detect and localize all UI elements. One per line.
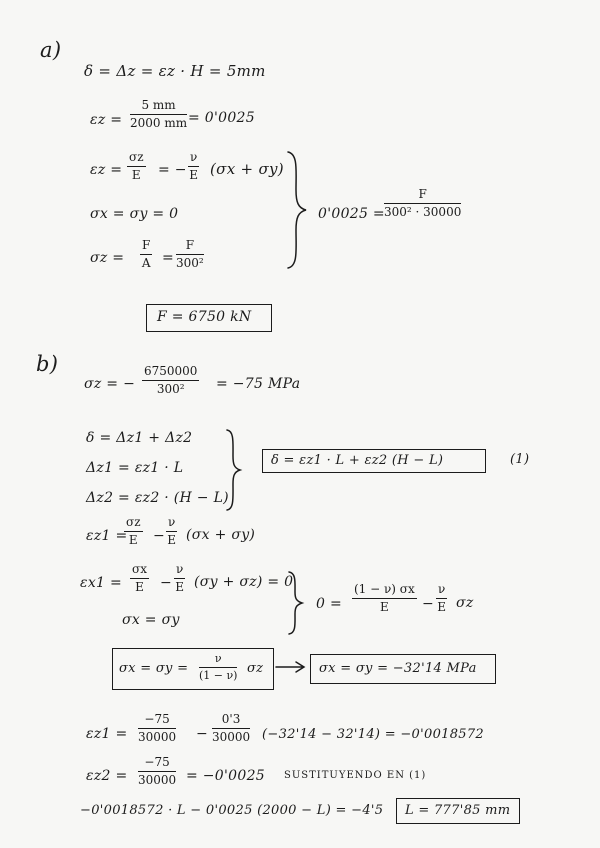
box-sx-lhs: σx = σy = — [119, 661, 189, 676]
zero-f2 — [436, 582, 447, 614]
ez2-lhs: εz2 = — [86, 768, 128, 784]
answer-force: F = 6750 kN — [157, 309, 252, 325]
dz2-line: Δz2 = εz2 · (H − L) — [86, 490, 229, 506]
ez1-f2-num: ν — [166, 515, 177, 532]
final-equation: −0'0018572 · L − 0'0025 (2000 − L) = −4'5 — [80, 803, 384, 818]
ex1-f1-den: E — [135, 580, 144, 594]
ez1-num-f1-den: 30000 — [138, 730, 177, 744]
sigma-z-eq: = — [162, 250, 175, 266]
result-lhs: 0'0025 = — [318, 206, 385, 222]
sz-f2-den: 300² — [176, 256, 204, 270]
ez1-f1 — [124, 515, 143, 547]
box-sx-fraction — [199, 651, 237, 683]
sigma-z-b-value: = −75 MPa — [216, 376, 301, 392]
zero-tail: σz — [456, 595, 474, 611]
answer-box-force — [146, 304, 272, 332]
right-brace — [224, 428, 248, 512]
result-num: F — [384, 187, 461, 204]
ex1-lhs: εx1 = — [80, 575, 122, 591]
strain-z-value: = 0'0025 — [188, 110, 255, 126]
sigma-z-b-num: 6750000 — [142, 364, 199, 381]
hooke-f2-den: E — [189, 168, 199, 182]
ez1-f2-den: E — [167, 533, 177, 547]
sz-f1-den: A — [141, 256, 151, 270]
zero-f1-num: (1 − ν) σx — [352, 582, 417, 599]
hooke-fraction-1 — [127, 150, 146, 182]
ez1-num-mid: − — [196, 726, 209, 742]
delta-sum: δ = Δz1 + Δz2 — [86, 430, 193, 446]
ez1-mid: − — [153, 528, 166, 544]
hooke-mid: = − — [158, 162, 187, 178]
zero-f2-den: E — [437, 600, 447, 614]
sigma-z-fraction-2 — [176, 238, 204, 270]
sigma-z-b-den: 300² — [156, 382, 185, 396]
strain-z-numerator: 5 mm — [130, 98, 187, 115]
substituting-note: SUSTITUYENDO EN (1) — [284, 770, 427, 781]
hooke-f1-num: σz — [127, 150, 146, 167]
final-answer-box — [396, 798, 520, 824]
sigma-z-fraction-1 — [140, 238, 152, 270]
ez1-num-lhs: εz1 = — [86, 726, 128, 742]
displacement-equation: δ = Δz = εz · H = 5mm — [84, 62, 266, 80]
ex1-tail: (σy + σz) = 0 — [194, 574, 294, 590]
final-answer: L = 777'85 mm — [405, 803, 511, 818]
ex1-mid: − — [160, 575, 173, 591]
ez2-fraction — [138, 755, 176, 787]
right-brace — [284, 150, 314, 270]
ez1-lhs: εz1 = — [86, 528, 128, 544]
part-b-label: b) — [36, 352, 59, 376]
hooke-lhs: εz = — [90, 162, 123, 178]
hooke-f2-num: ν — [188, 150, 199, 167]
ez2-num: −75 — [138, 755, 176, 772]
ez1-num-f2 — [212, 712, 250, 744]
ez1-f2 — [166, 515, 177, 547]
ex1-f2 — [174, 562, 185, 594]
ez1-tail: (σx + σy) — [186, 527, 256, 543]
ez1-num-f1 — [138, 712, 176, 744]
strain-z-fraction — [130, 98, 187, 130]
boxed-delta: δ = εz1 · L + εz2 (H − L) — [271, 453, 444, 468]
strain-z-lhs: εz = — [90, 112, 123, 128]
zero-lhs: 0 = — [316, 596, 342, 612]
sigma-x-equals-sigma-y: σx = σy — [122, 612, 180, 628]
sigma-z-b-fraction — [142, 364, 199, 396]
ez1-num-tail: (−32'14 − 32'14) = −0'0018572 — [262, 727, 484, 742]
ex1-f2-den: E — [175, 580, 185, 594]
part-a-label: a) — [40, 38, 62, 62]
hooke-tail: (σx + σy) — [210, 160, 284, 178]
box-sx-num: ν — [199, 651, 237, 668]
hooke-fraction-2 — [188, 150, 199, 182]
sigma-x-formula-box — [112, 648, 274, 690]
ez1-f1-num: σz — [124, 515, 143, 532]
sigma-z-lhs: σz = — [90, 250, 125, 266]
ex1-f1-num: σx — [130, 562, 149, 579]
sz-f1-num: F — [140, 238, 152, 255]
ez2-den: 30000 — [138, 773, 177, 787]
sz-f2-num: F — [176, 238, 204, 255]
zero-f2-num: ν — [436, 582, 447, 599]
result-den: 300² · 30000 — [384, 205, 462, 219]
result-fraction — [384, 187, 461, 219]
sigma-z-b-lhs: σz = − — [84, 376, 136, 392]
strain-z-denominator: 2000 mm — [130, 116, 188, 130]
right-brace — [286, 570, 310, 636]
ex1-f1 — [130, 562, 149, 594]
zero-mid: − — [422, 596, 435, 612]
zero-f1-den: E — [379, 600, 389, 614]
sigma-xy-zero: σx = σy = 0 — [90, 206, 179, 222]
ez2-value: = −0'0025 — [186, 768, 265, 784]
arrow-right-icon — [274, 660, 314, 674]
ez1-num-f1-num: −75 — [138, 712, 176, 729]
ez1-f1-den: E — [128, 533, 138, 547]
zero-f1 — [352, 582, 417, 614]
delta-equation-box — [262, 449, 486, 473]
ez1-num-f2-den: 30000 — [212, 730, 251, 744]
box-sx-den: (1 − ν) — [199, 669, 238, 682]
box-sx-value: σx = σy = −32'14 MPa — [319, 661, 477, 676]
box-sx-tail: σz — [247, 661, 264, 676]
ex1-f2-num: ν — [174, 562, 185, 579]
hooke-f1-den: E — [131, 168, 141, 182]
sigma-x-value-box — [310, 654, 496, 684]
equation-tag: (1) — [510, 452, 530, 467]
ez1-num-f2-num: 0'3 — [212, 712, 250, 729]
dz1-line: Δz1 = εz1 · L — [86, 460, 184, 476]
